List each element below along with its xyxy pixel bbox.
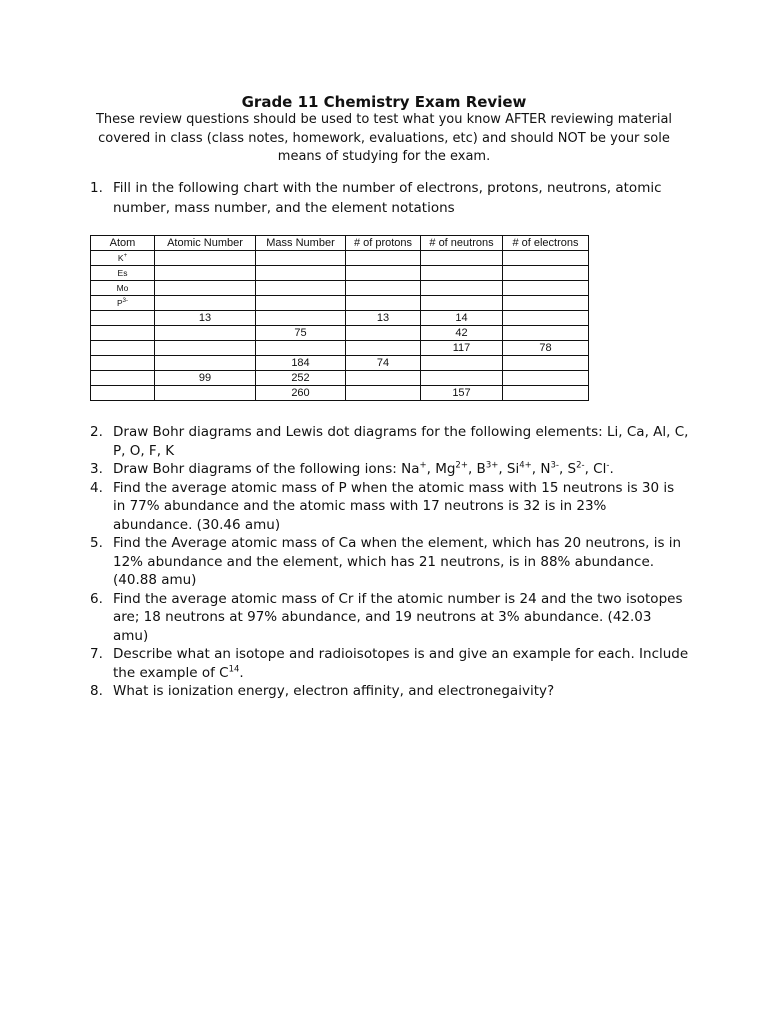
cell-atom [91,386,155,401]
question-3 [90,460,690,479]
table-row [91,371,589,386]
cell-neutrons: 157 [421,386,503,401]
cell-atom [91,341,155,356]
cell-electrons [503,251,589,266]
cell-electrons [503,386,589,401]
cell-protons [346,266,421,281]
cell-atom [91,326,155,341]
table-header-row [91,236,589,251]
question-list [90,423,690,701]
question-7 [90,645,690,682]
cell-protons [346,251,421,266]
cell-neutrons [421,266,503,281]
question-number: 3. [90,461,103,477]
cell-atom: $P^{3-}$ [91,296,155,311]
cell-atomic-number [155,386,256,401]
column-header-electrons: # of electrons [503,236,589,251]
atom-chart-table [90,235,589,401]
cell-protons [346,296,421,311]
cell-atom: Mo [91,281,155,296]
cell-electrons [503,281,589,296]
cell-atomic-number [155,251,256,266]
cell-electrons [503,266,589,281]
table-row [91,296,589,311]
column-header-protons: # of protons [346,236,421,251]
cell-mass-number [256,296,346,311]
cell-mass-number: 75 [256,326,346,341]
cell-neutrons [421,251,503,266]
table-row [91,266,589,281]
question-8 [90,682,690,701]
cell-electrons [503,311,589,326]
question-number: 6. [90,590,103,607]
cell-atom: K+ [91,251,155,266]
cell-atom [91,371,155,386]
question-number: 5. [90,535,103,551]
cell-atomic-number [155,356,256,371]
question-text: Find the average atomic mass of Cr if the atomic number is 24 and the two isotopes are; 18 neutrons at 97% abundance, and 19 neutrons at 3% abundance. (42.03 amu) [113,590,683,644]
question-text: Fill in the following chart with the number of electrons, protons, neutrons, atomic number, mass number, and the element notations [113,180,662,216]
question-text: Describe what an isotope and radioisotopes is and give an example for each. Include the example of $C^{14}$. [113,646,689,681]
cell-electrons [503,371,589,386]
cell-electrons [503,326,589,341]
cell-mass-number: 260 [256,386,346,401]
cell-atom [91,311,155,326]
cell-protons: 13 [346,311,421,326]
table-row [91,341,589,356]
cell-atom: Es [91,266,155,281]
cell-atomic-number: 13 [155,311,256,326]
cell-protons [346,341,421,356]
question-2 [90,423,690,460]
cell-mass-number: 252 [256,371,346,386]
cell-atomic-number [155,281,256,296]
cell-neutrons [421,371,503,386]
table-row [91,251,589,266]
cell-atom [91,356,155,371]
question-number: 2. [90,424,103,440]
question-number: 7. [90,646,103,662]
cell-electrons [503,356,589,371]
page-title: Grade 11 Chemistry Exam Review [241,93,527,111]
table-row [91,326,589,341]
cell-mass-number [256,341,346,356]
cell-atomic-number [155,296,256,311]
table-row [91,386,589,401]
question-text: Draw Bohr diagrams and Lewis dot diagrams for the following elements: Li, Ca, Al, C, P, O, F, K [113,424,689,459]
cell-atomic-number: 99 [155,371,256,386]
question-number: 1. [90,180,103,196]
cell-electrons [503,296,589,311]
cell-mass-number [256,311,346,326]
cell-mass-number [256,266,346,281]
cell-neutrons: 14 [421,311,503,326]
cell-mass-number: 184 [256,356,346,371]
question-number: 4. [90,479,103,496]
cell-atomic-number [155,326,256,341]
question-6 [90,590,690,646]
question-4 [90,479,690,535]
question-5 [90,534,690,590]
column-header-atomic-number: Atomic Number [155,236,256,251]
column-header-mass-number: Mass Number [256,236,346,251]
table-row [91,311,589,326]
cell-atomic-number [155,341,256,356]
cell-protons [346,326,421,341]
cell-protons [346,281,421,296]
cell-mass-number [256,281,346,296]
question-1 [90,178,690,218]
column-header-atom: Atom [91,236,155,251]
question-text: Draw Bohr diagrams of the following ions: Na+, $Mg^{2+}$, $B^{3+}$, $Si^{4+}$, $N^{3-}$, $S^{2-}$, Cl-. [113,460,614,477]
cell-neutrons [421,356,503,371]
cell-neutrons [421,281,503,296]
table-row [91,356,589,371]
cell-protons [346,386,421,401]
intro-text: These review questions should be used to test what you know AFTER reviewing material covered in class (class notes, homework, evaluations, etc) and should NOT be your sole means of studying for the exam. [95,112,673,164]
question-text: Find the Average atomic mass of Ca when the element, which has 20 neutrons, is in 12% abundance and the element, which has 21 neutrons, is in 88% abundance. (40.88 amu) [113,535,682,588]
cell-atomic-number [155,266,256,281]
cell-neutrons [421,296,503,311]
question-text: Find the average atomic mass of P when the atomic mass with 15 neutrons is 30 is in 77% abundance and the atomic mass with 17 neutrons is 32 is in 23% abundance. (30.46 amu) [113,479,675,533]
table-row [91,281,589,296]
cell-electrons: 78 [503,341,589,356]
cell-protons [346,371,421,386]
cell-mass-number [256,251,346,266]
question-text: What is ionization energy, electron affinity, and electronegaivity? [113,683,555,699]
cell-neutrons: 117 [421,341,503,356]
column-header-neutrons: # of neutrons [421,236,503,251]
question-number: 8. [90,683,103,699]
cell-protons: 74 [346,356,421,371]
cell-neutrons: 42 [421,326,503,341]
